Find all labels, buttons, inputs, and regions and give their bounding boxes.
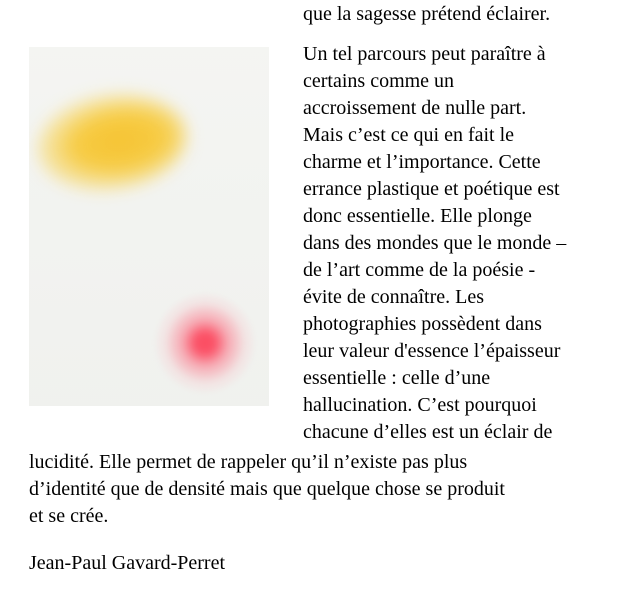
- text-line: dans des mondes que le monde –: [303, 232, 567, 254]
- text-line: lucidité. Elle permet de rappeler qu’il n’existe pas plus: [29, 451, 468, 473]
- text-line: Mais c’est ce qui en fait le: [303, 124, 515, 146]
- text-line: chacune d’elles est un éclair de: [303, 421, 553, 443]
- wrapped-paragraph: [303, 41, 566, 446]
- text-line: certains comme un: [303, 70, 455, 92]
- text-line: que la sagesse prétend éclairer.: [303, 3, 551, 25]
- author-signature: Jean-Paul Gavard-Perret: [29, 552, 226, 574]
- text-line: errance plastique et poétique est: [303, 178, 560, 200]
- text-line: de l’art comme de la poésie -: [303, 259, 536, 281]
- text-line: leur valeur d'essence l’épaisseur: [303, 340, 561, 362]
- text-line: évite de connaître. Les: [303, 286, 485, 308]
- text-line: photographies possèdent dans: [303, 313, 542, 335]
- text-line: hallucination. C’est pourquoi: [303, 394, 537, 416]
- text-line: Un tel parcours peut paraître à: [303, 43, 546, 65]
- text-line: accroissement de nulle part.: [303, 97, 527, 119]
- text-line: et se crée.: [29, 505, 109, 527]
- text-line: d’identité que de densité mais que quelque chose se produit: [29, 478, 505, 500]
- text-line: charme et l’importance. Cette: [303, 151, 541, 173]
- photo-tone-overlay: [29, 47, 269, 406]
- full-width-paragraph: [29, 449, 505, 530]
- text-line: donc essentielle. Elle plonge: [303, 205, 532, 227]
- blurred-photograph: [29, 47, 269, 406]
- text-line: essentielle : celle d’une: [303, 367, 491, 389]
